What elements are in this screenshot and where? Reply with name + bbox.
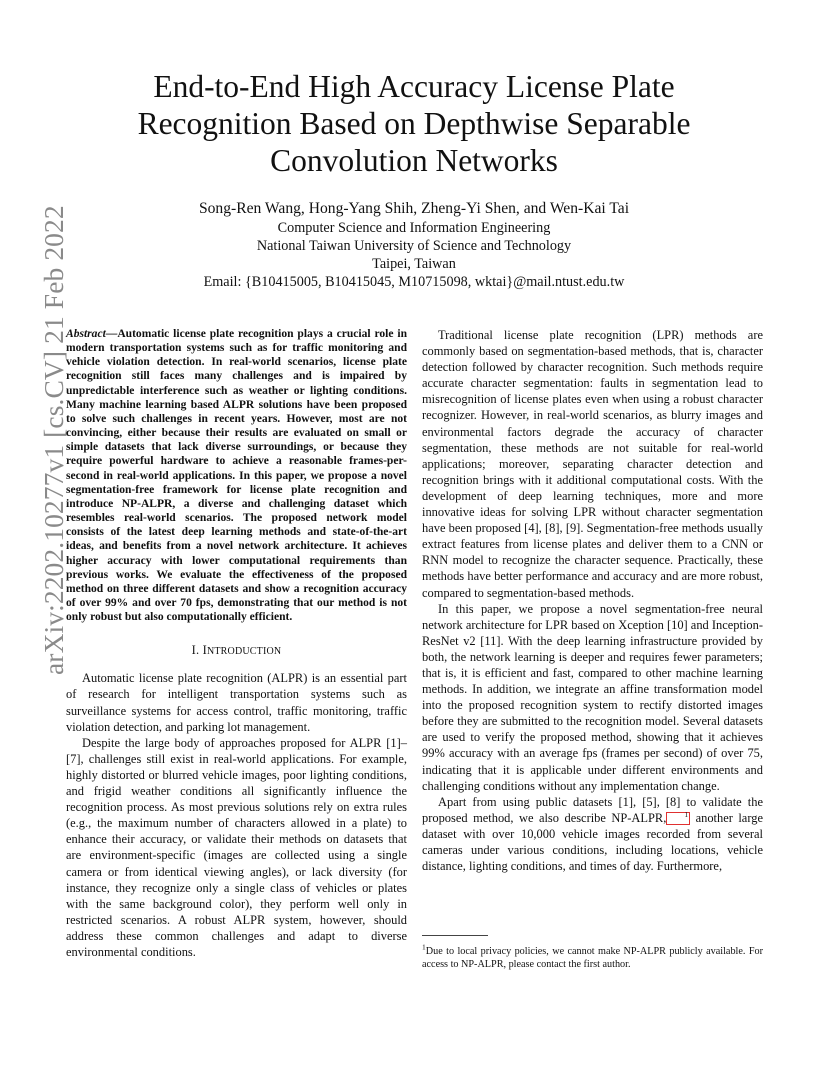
section-initial: I (202, 643, 207, 658)
section-title-rest: NTRODUCTION (206, 646, 282, 658)
footnote-mark: 1 (684, 809, 689, 819)
right-column (422, 327, 763, 874)
footnote-reference-link[interactable] (666, 809, 690, 825)
title-line: Convolution Networks (270, 143, 558, 178)
intro-paragraph-1: Automatic license plate recognition (ALPR) is an essential part of research for intelligent transportation systems such as surveillance systems for access control, traffic monitoring, traffic violation detection, and parking lot management. (66, 671, 407, 734)
body-paragraph-3-end: another large dataset with over 10,000 vehicle images recorded from several cameras under various conditions, including locations, vehicle distance, lighting conditions, and times of day. Furthermore, (422, 810, 763, 874)
paper-title (90, 68, 738, 179)
footnote-text: Due to local privacy policies, we cannot make NP-ALPR publicly available. For access to NP-ALPR, please contact the first author. (422, 946, 763, 971)
abstract-text: —Automatic license plate recognition plays a crucial role in modern transportation systems such as for traffic monitoring and vehicle violation detection. In real-world scenarios, license plate recognition still faces many challenges and is impaired by unpredictable interference such as weather or lighting conditions. Many machine learning based ALPR solutions have been proposed to solve such challenges in recent years. However, most are not convincing, either because their results are evaluated on small or simple datasets that lack diverse surroundings, or because they require powerful hardware to achieve a reasonable frames-per-second in real-world applications. In this paper, we propose a novel segmentation-free framework for license plate recognition and introduce NP-ALPR, a diverse and challenging dataset which resembles real-world scenarios. The proposed network model consists of the latest deep learning methods and state-of-the-art ideas, and benefits from a novel network architecture. It achieves higher accuracy with lower computational requirements than previous works. We evaluate the effectiveness of the proposed method on three different datasets and show a recognition accuracy of over 99% and over 70 fps, demonstrating that our method is not only robust but also computationally efficient. (66, 328, 407, 624)
author-city: Taipei, Taiwan (372, 256, 456, 272)
arxiv-identifier: arXiv:2202.10277v1 [cs.CV] 21 Feb 2022 (38, 205, 69, 675)
body-paragraph-2: In this paper, we propose a novel segmentation-free neural network architecture for LPR based on Xception [10] and Inception-ResNet v2 [11]. With the deep learning infrastructure provided by both, the network learning is deeper and requires fewer parameters; that is, it is efficient and fast, compared to other machine learning methods. In addition, we integrate an affine transformation model into the proposed recognition system to rectify distorted images before they are submitted to the recognition model. Several datasets are used to verify the proposed method, showing that it achieves 99% accuracy with an average fps (frames per second) of over 75, indicating that it is applicable under different environments and challenging conditions without any implementation change. (422, 601, 763, 793)
section-heading-introduction (66, 642, 407, 660)
intro-paragraph-2: Despite the large body of approaches proposed for ALPR [1]–[7], challenges still exist in real-world applications. For example, highly distorted or blurred vehicle images, poor lighting conditions, and frigid weather conditions all significantly influence the recognition process. As most previous solutions rely on extra rules (e.g., the maximum number of characters allowed in a plate) to enhance their accuracy, or validate their methods on datasets that are environment-specific (images are collected using a single camera or from identical viewing angles), or lack diversity (for instance, they recognize only a single class of vehicles or plates with the same background color), they perform well only in restricted scenarios. A robust ALPR system, however, should address these common challenges and adapt to diverse environmental conditions. (66, 735, 407, 959)
author-block (90, 200, 738, 291)
footnote-divider (422, 935, 488, 936)
abstract-label: Abstract (66, 328, 106, 340)
body-paragraph-1: Traditional license plate recognition (LPR) methods are commonly based on segmentation-based methods, that is, character detection followed by character recognition. Such methods require accurate character segmentation: faults in segmentation lead to misrecognition of license plates even when using a robust character recognizer. However, in real-world scenarios, as blurry images and environmental factors degrade the accuracy of character segmentation, these methods are not suitable for real-world applications; moreover, separating character detection and recognition brings with it additional computational costs. With the development of deep learning techniques, more and more innovative ideas for solving LPR without character segmentation have been proposed [4], [8], [9]. Segmentation-free methods usually extract features from license plates and deliver them to a CNN or RNN model to recognize the character sequence. Practically, these methods have better performance and accuracy and are more robust, compared to segmentation-based methods. (422, 328, 763, 600)
body-paragraph-3 (422, 794, 763, 874)
footnote (422, 942, 763, 972)
author-department: Computer Science and Information Engineering (277, 220, 551, 236)
body-paragraph-3-start: Apart from using public datasets [1], [5], [8] to validate the proposed method, we also describe NP-ALPR, (422, 794, 763, 825)
author-university: National Taiwan University of Science and Technology (256, 238, 572, 254)
section-numeral: I. (191, 643, 203, 658)
footnote-number: 1 (422, 942, 426, 952)
author-email: Email: {B10415005, B10415045, M10715098, wktai}@mail.ntust.edu.tw (203, 274, 625, 290)
left-column (66, 327, 407, 960)
title-line: End-to-End High Accuracy License Plate (153, 69, 675, 104)
title-line: Recognition Based on Depthwise Separable (137, 106, 691, 141)
abstract (66, 327, 407, 624)
author-names: Song-Ren Wang, Hong-Yang Shih, Zheng-Yi Shen, and Wen-Kai Tai (198, 200, 630, 217)
